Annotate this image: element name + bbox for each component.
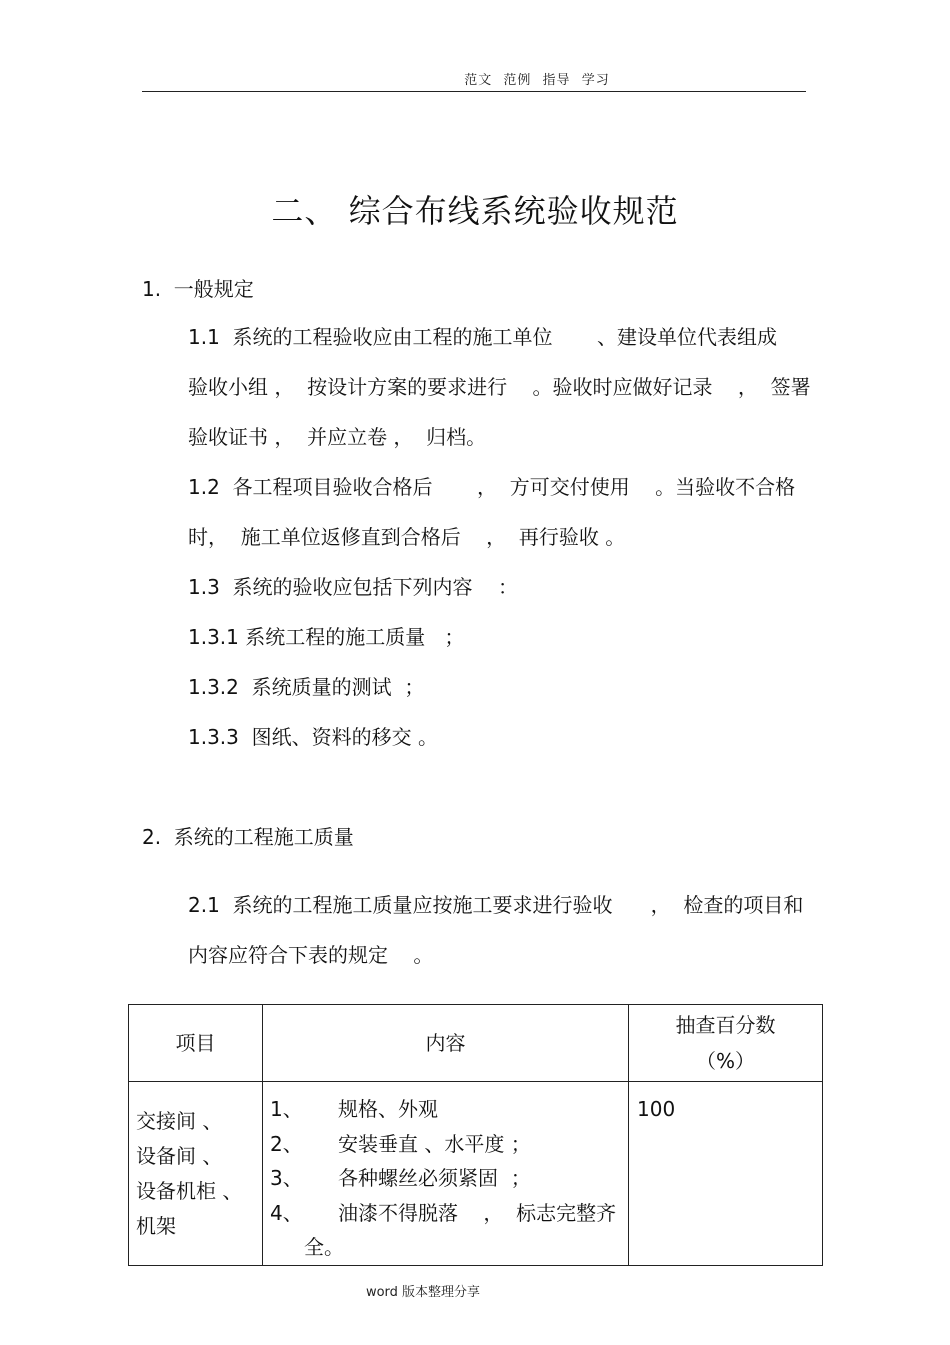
item-line: 设备机柜 、: [136, 1179, 243, 1203]
content-item-number: 3、: [270, 1166, 303, 1190]
item-cell: [129, 1082, 263, 1266]
paragraph-line: 1.3 系统的验收应包括下列内容 ：: [188, 575, 518, 599]
paragraph-line: 内容应符合下表的规定 。: [188, 943, 434, 967]
paragraph-line: 1.1 系统的工程验收应由工程的施工单位 、建设单位代表组成: [188, 325, 778, 349]
content-item: [270, 1161, 628, 1196]
content-item-text: 规格、外观: [338, 1097, 438, 1121]
page-footer: word 版本整理分享: [365, 1285, 481, 1300]
list-item: 1.3.1 系统工程的施工质量 ；: [188, 625, 465, 649]
content-item: [270, 1127, 628, 1162]
paragraph-line: 1.2 各工程项目验收合格后 ， 方可交付使用 。当验收不合格: [188, 475, 796, 499]
header-percent-label: 抽查百分数: [675, 1013, 776, 1037]
content-item-text: 安装垂直 、水平度 ；: [338, 1131, 531, 1156]
content-item-number: 2、: [270, 1131, 303, 1156]
content-cell: [263, 1082, 629, 1266]
page-header: 范文 范例 指导 学习: [464, 73, 610, 88]
item-line: 交接间 、: [136, 1109, 223, 1133]
paragraph-line: 验收证书 ， 并应立卷 ， 归档。: [188, 425, 487, 449]
section-heading-1: 1. 一般规定: [142, 277, 254, 301]
paragraph-line: 时， 施工单位返修直到合格后 ， 再行验收 。: [188, 525, 626, 549]
list-item: 1.3.3 图纸、资料的移交 。: [188, 725, 438, 749]
content-item-number: 4、: [270, 1200, 303, 1225]
table-row: [129, 1082, 823, 1266]
header-content: 内容: [263, 1005, 629, 1082]
item-line: 机架: [136, 1214, 176, 1238]
content-item-number: 1、: [270, 1097, 303, 1121]
paragraph-line: 2.1 系统的工程施工质量应按施工要求进行验收 ， 检查的项目和: [188, 893, 804, 917]
inspection-table: [128, 1004, 823, 1266]
content-item-text: 各种螺丝必须紧固 ；: [338, 1166, 531, 1190]
document-title: 二、 综合布线系统验收规范: [271, 192, 679, 230]
content-item-text: 油漆不得脱落 ， 标志完整齐: [338, 1200, 617, 1225]
list-item: 1.3.2 系统质量的测试 ；: [188, 675, 425, 699]
content-continuation: 全。: [304, 1235, 344, 1259]
header-percent-unit: （%）: [695, 1049, 755, 1073]
paragraph-line: 验收小组 ， 按设计方案的要求进行 。验收时应做好记录 ， 签署: [188, 375, 811, 399]
header-percent: [629, 1005, 823, 1082]
content-item: [270, 1196, 628, 1231]
content-item: [270, 1092, 628, 1127]
percent-cell: 100: [629, 1082, 823, 1266]
section-heading-2: 2. 系统的工程施工质量: [142, 825, 354, 849]
item-line: 设备间 、: [136, 1144, 223, 1168]
header-item: 项目: [129, 1005, 263, 1082]
header-divider: [142, 91, 806, 92]
table-header-row: [129, 1005, 823, 1082]
